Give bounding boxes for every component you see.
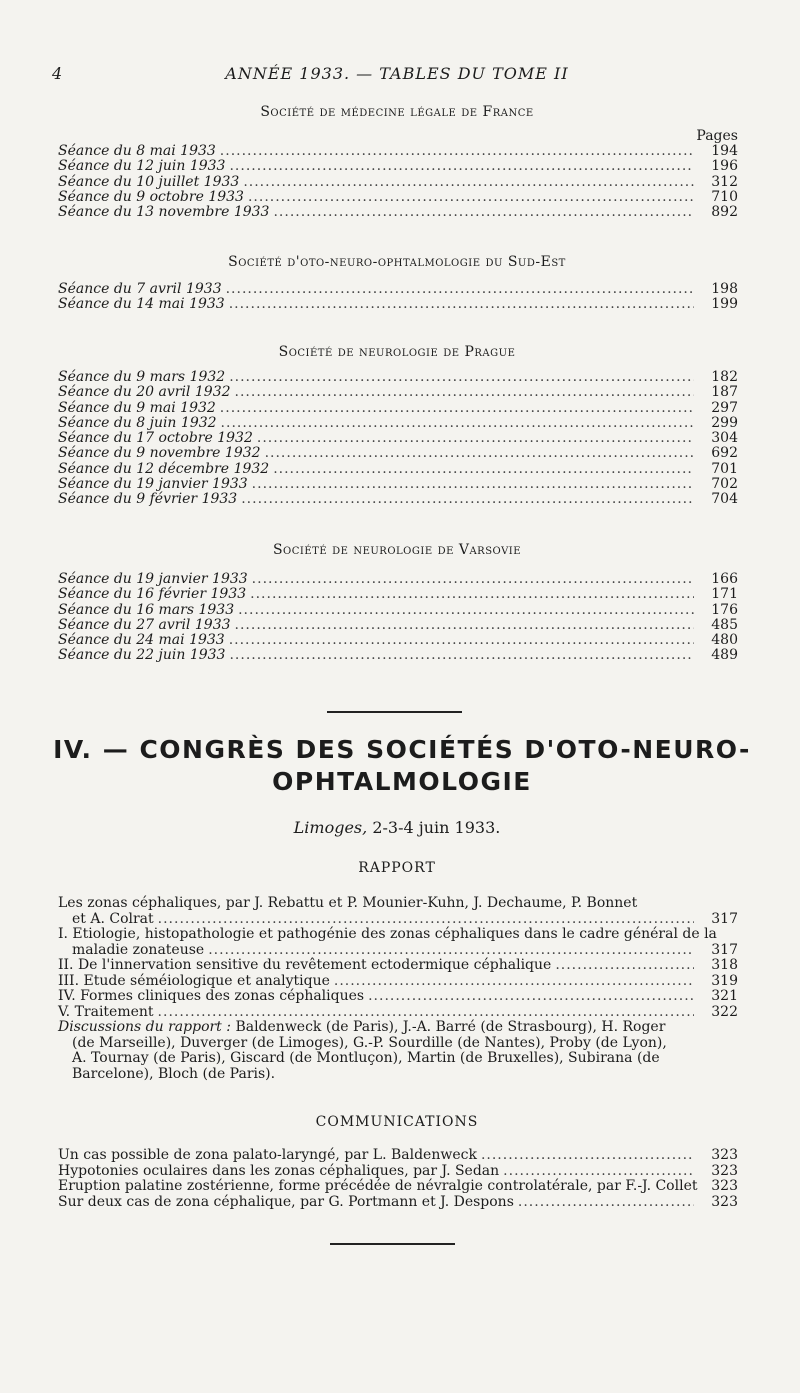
section-entries [58,144,738,220]
toc-entry[interactable]: Séance du 22 juin 1933 ..... 489 [58,648,738,663]
discussion-line: (de Marseille), Duverger (de Limoges), G.-P. Sourdille (de Nantes), Proby (de Lyon), [72,1034,667,1051]
toc-entry[interactable]: Séance du 7 avril 1933 ..... 198 [58,282,738,297]
discussion-line: Discussions du rapport : Baldenweck (de Paris), J.-A. Barré (de Strasbourg), H. Roger [58,1019,666,1035]
rapport-list [58,896,738,1082]
section-entries [58,282,738,313]
chapter-heading-line1: IV. — CONGRÈS DES SOCIÉTÉS D'OTO-NEURO- [53,735,751,764]
section-entries [58,370,738,508]
communication-line[interactable]: Hypotonies oculaires dans les zonas céphaliques, par J. Sedan ..... 323 [58,1164,738,1180]
congress-city: Limoges, [293,818,368,837]
rapport-heading: RAPPORT [358,860,436,876]
toc-entry[interactable]: Séance du 9 mars 1932 ..... 182 [58,370,738,385]
communications-heading: COMMUNICATIONS [315,1114,479,1130]
toc-entry[interactable]: Séance du 9 novembre 1932 ..... 692 [58,446,738,461]
chapter-heading [52,734,752,798]
toc-entry[interactable]: Séance du 27 avril 1933 ..... 485 [58,618,738,633]
toc-entry[interactable]: Séance du 19 janvier 1933 ..... 166 [58,572,738,587]
rapport-line[interactable]: IV. Formes cliniques des zonas céphaliques ..... 321 [58,989,738,1005]
toc-entry[interactable]: Séance du 9 octobre 1933 ..... 710 [58,190,738,205]
toc-entry[interactable]: Séance du 19 janvier 1933 ..... 702 [58,477,738,492]
toc-entry[interactable]: Séance du 9 mai 1932 ..... 297 [58,401,738,416]
section-title: Société de neurologie de Varsovie [272,542,522,558]
rapport-line[interactable]: Les zonas céphaliques, par J. Rebattu et P. Mounier-Kuhn, J. Dechaume, P. Bonnet [58,895,638,911]
section-title: Société de neurologie de Prague [278,344,516,360]
toc-entry[interactable]: Séance du 9 février 1933 ..... 704 [58,492,738,507]
congress-dates: 2-3-4 juin 1933. [372,818,501,837]
discussion-label: Discussions du rapport : [58,1019,231,1035]
section-title: Société de médecine légale de France [260,104,534,120]
section-entries [58,572,738,664]
rapport-line[interactable]: et A. Colrat ..... 317 [58,912,738,928]
rapport-line[interactable]: V. Traitement ..... 322 [58,1005,738,1021]
toc-entry[interactable]: Séance du 24 mai 1933 ..... 480 [58,633,738,648]
discussion-line: A. Tournay (de Paris), Giscard (de Montluçon), Martin (de Bruxelles), Subirana (de [72,1050,660,1066]
toc-entry[interactable]: Séance du 12 juin 1933 ..... 196 [58,159,738,174]
toc-entry[interactable]: Séance du 8 juin 1932 ..... 299 [58,416,738,431]
toc-entry[interactable]: Séance du 12 décembre 1932 ..... 701 [58,462,738,477]
end-divider [330,1243,455,1245]
communication-line[interactable]: Sur deux cas de zona céphalique, par G. Portmann et J. Despons ..... 323 [58,1195,738,1211]
pages-column-label: Pages [696,128,738,144]
rapport-line[interactable]: II. De l'innervation sensitive du revêtement ectodermique céphalique ..... 318 [58,958,738,974]
communication-line[interactable]: Eruption palatine zostérienne, forme précédée de névralgie controlatérale, par F.-J. Collet 323 [58,1178,738,1194]
discussion-line: Barcelone), Bloch (de Paris). [72,1065,276,1082]
rapport-line[interactable]: maladie zonateuse ..... 317 [58,943,738,959]
section-divider [327,711,462,713]
toc-entry[interactable]: Séance du 14 mai 1933 ..... 199 [58,297,738,312]
toc-entry[interactable]: Séance du 16 mars 1933 ..... 176 [58,603,738,618]
running-header [52,64,742,86]
toc-entry[interactable]: Séance du 20 avril 1932 ..... 187 [58,385,738,400]
communications-list [58,1148,738,1210]
toc-entry[interactable]: Séance du 8 mai 1933 ..... 194 [58,144,738,159]
rapport-line[interactable]: III. Etude séméiologique et analytique ..... 319 [58,974,738,990]
rapport-line[interactable]: I. Etiologie, histopathologie et pathogénie des zonas céphaliques dans le cadre général de la [58,926,717,942]
communication-line[interactable]: Un cas possible de zona palato-laryngé, par L. Baldenweck ..... 323 [58,1148,738,1164]
chapter-heading-line2: OPHTALMOLOGIE [272,767,532,796]
toc-entry[interactable]: Séance du 16 février 1933 ..... 171 [58,587,738,602]
header-title: ANNÉE 1933. — TABLES DU TOME II [225,64,569,83]
toc-entry[interactable]: Séance du 17 octobre 1932 ..... 304 [58,431,738,446]
congress-place-date [52,818,742,837]
toc-entry[interactable]: Séance du 10 juillet 1933 ..... 312 [58,175,738,190]
page-number: 4 [52,64,63,83]
toc-entry[interactable]: Séance du 13 novembre 1933 ..... 892 [58,205,738,220]
section-title: Société d'oto-neuro-ophtalmologie du Sud-Est [228,254,566,270]
